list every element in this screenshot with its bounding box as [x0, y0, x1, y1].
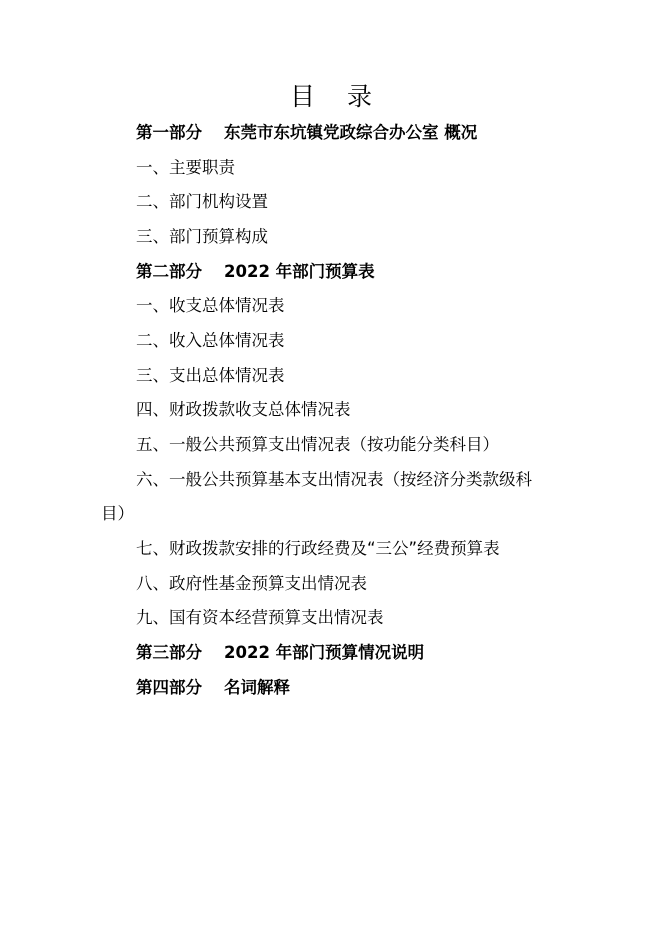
toc-item: 九、国有资本经营预算支出情况表 — [136, 608, 384, 627]
toc-item: 三、部门预算构成 — [136, 227, 268, 246]
toc-part-4-label: 第四部分 — [136, 678, 202, 697]
toc-part-1-text: 东莞市东坑镇党政综合办公室 概况 — [224, 123, 478, 142]
toc-item: 四、财政拨款收支总体情况表 — [136, 400, 351, 419]
toc-item: 八、政府性基金预算支出情况表 — [136, 574, 367, 593]
toc-item: 二、部门机构设置 — [136, 192, 268, 211]
toc-part-2-label: 第二部分 — [136, 262, 202, 281]
toc-part-2-text: 2022 年部门预算表 — [224, 262, 375, 281]
toc-item: 三、支出总体情况表 — [136, 366, 285, 385]
toc-item: 五、一般公共预算支出情况表（按功能分类科目） — [136, 435, 499, 454]
toc-item: 六、一般公共预算基本支出情况表（按经济分类款级科 — [136, 470, 532, 489]
toc-part-3 — [136, 642, 424, 664]
toc-item-continuation: 目） — [101, 504, 134, 523]
toc-part-1 — [136, 122, 477, 144]
toc-part-4-text: 名词解释 — [224, 678, 290, 697]
toc-item: 七、财政拨款安排的行政经费及“三公”经费预算表 — [136, 539, 500, 558]
toc-item: 二、收入总体情况表 — [136, 331, 285, 350]
toc-item: 一、收支总体情况表 — [136, 296, 285, 315]
toc-part-3-text: 2022 年部门预算情况说明 — [224, 643, 425, 662]
toc-part-4 — [136, 677, 290, 699]
toc-item: 一、主要职责 — [136, 158, 235, 177]
toc-part-3-label: 第三部分 — [136, 643, 202, 662]
toc-part-2 — [136, 261, 375, 283]
toc-title: 目 录 — [290, 82, 384, 111]
toc-part-1-label: 第一部分 — [136, 123, 202, 142]
